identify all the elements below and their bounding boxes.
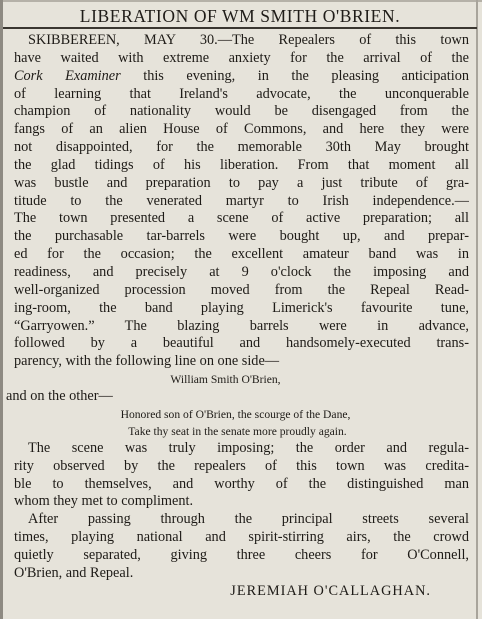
article-line: Cork Examiner this evening, in the pleasing anticipation — [14, 67, 469, 84]
banner-quote-verse: Honored son of O'Brien, the scourge of the Dane, — [120, 407, 351, 421]
article-line: readiness, and precisely at 9 o'clock the imposing and — [14, 263, 469, 280]
article-line: O'Brien, and Repeal. — [14, 564, 134, 581]
article-line: titude to the venerated martyr to Irish independence.— — [14, 192, 469, 209]
article-line: followed by a beautiful and handsomely-executed trans- — [14, 335, 469, 352]
article-line: the purchasable tar-barrels were bought up, and prepar- — [14, 228, 469, 245]
banner-quote-name: William Smith O'Brien, — [170, 373, 281, 387]
article-line: ble to themselves, and worthy of the distinguished man — [14, 475, 469, 492]
article-line: After passing through the principal streets several — [28, 511, 469, 528]
article-line: fangs of an alien House of Commons, and here they were — [14, 121, 469, 138]
article-line: times, playing national and spirit-stirring airs, the crowd — [14, 529, 469, 546]
article-line: whom they met to compliment. — [14, 493, 194, 510]
article-line: of learning that Ireland's advocate, the unconquerable — [14, 85, 469, 102]
article-line: was bustle and preparation to pay a just tribute of gra- — [14, 174, 469, 191]
article-line: The scene was truly imposing; the order and regula- — [28, 439, 469, 456]
left-border — [0, 0, 3, 619]
article-line: SKIBBEREEN, MAY 30.—The Repealers of this town — [28, 32, 469, 48]
banner-quote-verse: Take thy seat in the senate more proudly again. — [128, 424, 347, 438]
headline-rule — [3, 27, 477, 29]
article-line: and on the other— — [6, 388, 113, 405]
article-line: quietly separated, giving three cheers for O'Connell, — [14, 546, 469, 563]
article-line: ed for the occasion; the excellent amateur band was in — [14, 246, 469, 263]
article-body — [6, 32, 469, 600]
article-line: well-organized procession moved from the Repeal Read- — [14, 281, 469, 298]
article-line: “Garryowen.” The blazing barrels were in advance, — [14, 317, 469, 334]
article-line: parency, with the following line on one side— — [14, 353, 280, 370]
article-line: The town presented a scene of active preparation; all — [14, 210, 469, 227]
article-line: have waited with extreme anxiety for the arrival of the — [14, 49, 469, 66]
article-line: the glad tidings of his liberation. From that moment all — [14, 156, 469, 173]
article-line: ing-room, the band playing Limerick's favourite tune, — [14, 299, 469, 316]
headline: LIBERATION OF WM SMITH O'BRIEN. — [79, 6, 401, 26]
signature: JEREMIAH O'CALLAGHAN. — [230, 582, 431, 599]
article-line: rity observed by the repealers of this town was credita- — [14, 457, 469, 474]
newspaper-title: Cork Examiner — [14, 67, 121, 84]
right-border — [476, 0, 478, 619]
article-line: not disappointed, for the memorable 30th May brought — [14, 139, 469, 156]
top-border — [0, 0, 482, 2]
article-line: champion of nationality would be disengaged from the — [14, 103, 469, 120]
